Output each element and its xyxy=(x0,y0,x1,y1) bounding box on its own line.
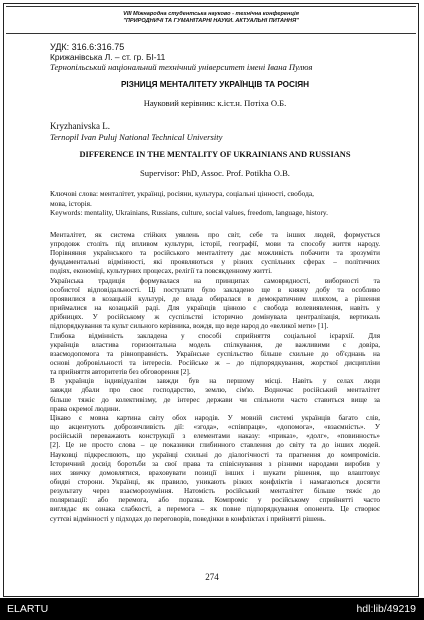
text-line: поляризації: або перемога, або поразка. Компроміс у російському сприйнятті часто xyxy=(50,496,380,505)
text-line: Українська традиція формувалася на принципах самоврядності, виборності та xyxy=(50,276,380,285)
text-line: виглядає як ознака слабкості, а перемога – як повне підпорядкування опонента. Це створює xyxy=(50,505,380,514)
conference-header-line-2: "ПРИРОДНИЧІ ТА ГУМАНІТАРНІ НАУКИ. АКТУАЛЬНІ ПИТАННЯ" xyxy=(123,18,299,24)
text-line: підпорядкування та культ сильного керівника, вождя, що веде народ до «великої мети» [1]. xyxy=(50,322,329,331)
article xyxy=(50,42,380,524)
text-line: обидві сторони. Українці, як правило, уникають різких конфліктів і намагаються досягти xyxy=(50,478,380,486)
title-en: DIFFERENCE IN THE MENTALITY OF UKRAINIANS AND RUSSIANS xyxy=(79,150,351,159)
text-line: суттєві відмінності у підходах до переговорів, поведінки в конфліктах і прийнятті рішень. xyxy=(50,514,326,523)
text-line: подіях, економіці, культурних процесах, релігії та повсякденному житті. xyxy=(50,267,272,276)
text-line: дрібницях. У російському ж суспільстві історично домінувала централізація, вертикаль xyxy=(50,313,380,322)
supervisor-ua: Науковий керівник: к.іст.н. Потіха О.Б. xyxy=(143,98,287,108)
page-number: 274 xyxy=(205,572,219,582)
affiliation-en: Ternopil Ivan Puluj National Technical University xyxy=(50,132,223,142)
paragraph xyxy=(50,277,380,332)
author-en: Kryzhanivska L. xyxy=(50,121,110,131)
keywords-en: Keywords: mentality, Ukrainians, Russians, culture, social values, freedom, language, history. xyxy=(50,208,328,218)
text-line: завжди дбали про своє господарство, землю, сім'ю. Водночас російський менталітет xyxy=(50,386,380,395)
conference-header-line-1: VIII Міжнародна студентська науково - технічна конференція xyxy=(123,11,299,17)
paragraph xyxy=(50,377,380,414)
text-line: результату через взаєморозуміння. Натомість російський менталітет більше тяжіє до xyxy=(50,487,380,496)
text-line: проявилися в козацькій культурі, де влада обиралася в демократичним шляхом, а рішення xyxy=(50,294,380,303)
article-body xyxy=(50,231,380,524)
footer-repository-name: ELARTU xyxy=(7,603,49,615)
keywords-ua-line: Ключові слова: менталітет, українці, росіяни, культура, соціальні цінності, свобода, xyxy=(50,189,314,198)
footer-bar xyxy=(0,598,424,620)
text-line: що акцентують доброзичливість дії: «згода», «співпраця», «допомога», «взаємність». У xyxy=(50,423,380,432)
keywords-ua-line: мова, історія. xyxy=(50,198,92,208)
supervisor-en: Supervisor: PhD, Assoc. Prof. Potikha O.B. xyxy=(140,168,290,178)
text-line: [2]. Це не просто слова – це показники глибинного ставлення до світу та до інших людей. xyxy=(50,441,380,450)
paragraph xyxy=(50,332,380,378)
text-line: Науковці підкреслюють, що українці схильні до діалогічності та прагнення до компромісів. xyxy=(50,450,380,459)
text-line: українців властива горизонтальна модель спілкування, де важливими є довіра, xyxy=(50,340,380,349)
text-line: Порівняння українського та російського менталітету дає можливість побачити та зрозуміти xyxy=(50,249,380,258)
text-line: Історичний досвід боротьби за свої права та співіснування з різними народами виробив у xyxy=(50,459,380,468)
text-line: основі добровільності та інтересів. Російське ж – до підпорядкування, жорсткої дисципліни xyxy=(50,358,380,367)
text-line: особистої відповідальності. Ці постулати було закладено ще в княжу добу та особливо xyxy=(50,285,380,294)
text-line: Глибока відмінність закладена у способі сприйняття соціальної ієрархії. Для xyxy=(50,331,380,340)
text-line: більше тяжіє до колективізму, де інтерес держави чи спільноти часто ставиться вище за xyxy=(50,395,380,404)
author-ua: Крижанівська Л. – ст. гр. БІ-11 xyxy=(50,52,166,62)
text-line: Менталітет, як система стійких уявлень про світ, себе та інших людей, формується xyxy=(50,230,380,239)
text-line: права окремої людини. xyxy=(50,404,121,413)
text-line: взаємодопомога та рівноправність. Українське суспільство більше схильне до об'єднань на xyxy=(50,349,380,358)
text-line: них звичку домовлятися, враховувати позиції інших і шукати рішення, що влаштовує xyxy=(50,468,380,477)
text-line: та прийняття авторитетів без обговорення [2]. xyxy=(50,368,191,377)
text-line: Цікаво є мовна картина світу обох народів. У мовній системі українців багато слів, xyxy=(50,413,380,422)
text-line: приймалися на козацькій раді. Для українців цінною є свобода волевиявлення, навіть у xyxy=(50,304,380,313)
keywords-block xyxy=(50,189,380,218)
text-line: російській переважають конструкції з елементами наказу: «приказ», «долг», «повинность» xyxy=(50,432,380,441)
paragraph xyxy=(50,231,380,277)
footer-handle: hdl:lib/49219 xyxy=(356,603,416,615)
text-line: В українців індивідуалізм завжди був на першому місці. Навіть у селах люди xyxy=(50,377,380,386)
paragraph xyxy=(50,414,380,524)
affiliation-ua: Тернопільський національний технічний університет імені Івана Пулюя xyxy=(50,62,313,72)
udc-code: УДК: 316.6:316.75 xyxy=(50,42,125,52)
text-line: фундаментальні відмінності, які проявляються у різних суспільних сферах – політичних xyxy=(50,258,380,267)
text-line: упродовж століть під впливом культури, історії, географії, мови та способу життя народу. xyxy=(50,239,380,248)
conference-header xyxy=(6,6,416,34)
title-ua: РІЗНИЦЯ МЕНТАЛІТЕТУ УКРАЇНЦІВ ТА РОСІЯН xyxy=(120,80,310,89)
